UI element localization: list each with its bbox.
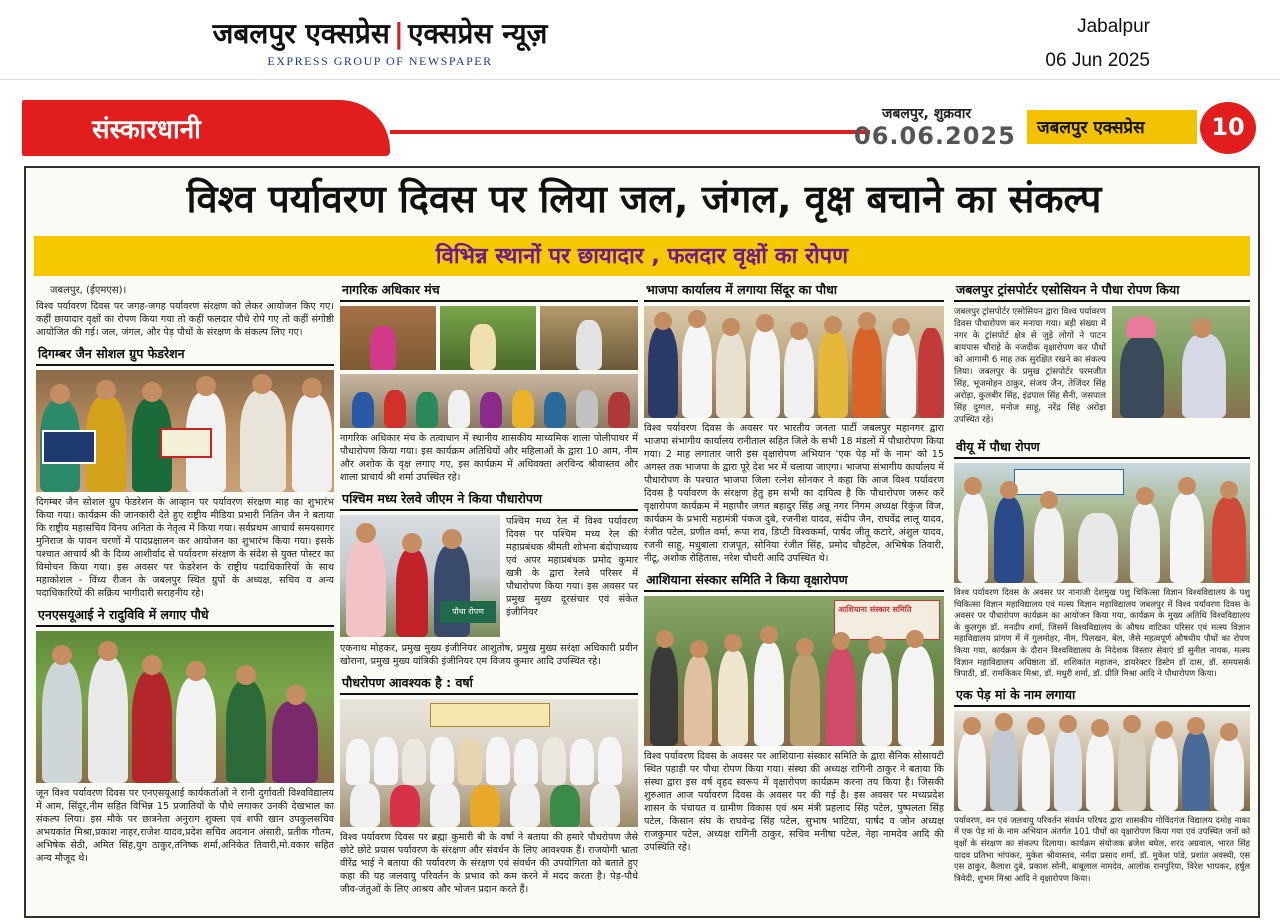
section-title-digambar: दिगम्बर जैन सोशल ग्रुप फेडरेशन bbox=[36, 344, 334, 366]
subheadline-bar bbox=[34, 236, 1250, 276]
section-title-nagrik: नागरिक अधिकार मंच bbox=[340, 280, 638, 302]
section-title-vu: वीयू में पौधा रोपण bbox=[954, 437, 1250, 459]
transporter-block bbox=[954, 306, 1250, 434]
column-2 bbox=[340, 280, 638, 916]
rail-side-text: पश्चिम मध्य रेल में विश्व पर्यावरण दिवस पर पश्चिम मध्य रेल की महाप्रबंधक श्रीमती शोभना बंदोपाध्याय एवं अपर महाप्रबंधक प्रमोद कुमार खत्री के द्वारा रेलवे परिसर में पौधारोपण किया गया। इस अवसर पर प्रमुख मुख्य दूरसंचार एवं संकेत इंजीनियर bbox=[506, 516, 638, 618]
section-title-transporter: जबलपुर ट्रांसपोर्टर एसोसियन ने पौधा रोपण किया bbox=[954, 280, 1250, 302]
brand-subtitle: EXPRESS GROUP OF NEWSPAPER bbox=[267, 54, 493, 68]
brand-separator: | bbox=[393, 17, 405, 50]
paper-name: जबलपुर एक्सप्रेस bbox=[1037, 118, 1145, 138]
photo-rail-gm bbox=[340, 515, 500, 637]
brand-title-right: एक्सप्रेस न्यूज़ bbox=[408, 17, 548, 50]
edition-city: Jabalpur bbox=[1077, 16, 1150, 37]
bjp-text: विश्व पर्यावरण दिवस के अवसर पर भारतीय जनता पार्टी जबलपुर महानगर द्वारा भाजपा संभागीय कार्यालय रानीताल सहित जिले के सभी 18 मंडलों में पौधारोपण किया गया। 2 माह लगातार जारी इस वृक्षारोपण अभियान 'एक पेड़ माँ के नाम' को 15 अगस्त तक भाजपा के द्वारा पूरे देश भर में चलाया जाएगा। भाजपा संभागीय कार्यालय में पौधारोपण के पश्चात भाजपा जिला रत्नेश सोनकर ने कहा कि आज विश्व पर्यावरण दिवस है पर्यावरण के संरक्षण हेतु हम सभी का दायित्व है कि पौधारोपण जरूर करें वृक्षारोपण कार्यक्रम में महापौर जगत बहादुर सिंह अन्नू नगर निगम अध्यक्ष रिकुंज विज, कार्यक्रम के प्रभारी महामंत्री पंकज दुबे, रजनीश यादव, संदीप जैन, राघवेंद्र लालू यादव, रंजीत पटेल, प्रणीत वर्मा, रूपा राव, डिप्टी विश्वकर्मा, पार्षद जीतू कटारे, अंशुल यादव, रजनी साहू, मधुबाला राजपूत, सोनिया रंजीत सिंह, प्रमोद चौहटेल, अभिषेक तिवारी, नीटू, अशोक रोहितास, नरेश चौधरी आदि उपस्थित थे। bbox=[644, 423, 944, 564]
ashiyana-text: विश्व पर्यावरण दिवस के अवसर पर आशियाना संस्कार समिति के द्वारा सैनिक सोसायटी स्थित पहाड़ी पर पौधा रोपण किया गया। संस्था की अध्यक्ष रागिनी ठाकुर ने बताया कि संस्था द्वारा इस वर्ष वृहद स्वरूप में वृक्षारोपण कार्यक्रम करना तय किया है। जिसकी शुरुआत आज पर्यावरण दिवस के अवसर पर की गई है। इस अवसर पर मध्यप्रदेश शासन के पंचायत व ग्रामीण विकास एवं श्रम मंत्री प्रहलाद सिंह पटेल, पुष्पलता सिंह पटेल, किसान संघ के राघवेन्द्र सिंह पटेल, सुभाष भाटिया, पार्षद व जोन अध्यक्ष राजकुमार पटेल, अध्यक्ष रागिनी ठाकुर, सचिव मनीषा पटेल, नेहा नामदेव आदि की उपस्थिति रहे। bbox=[644, 751, 944, 853]
photo-transporter bbox=[1112, 306, 1250, 418]
page-number: 10 bbox=[1211, 113, 1245, 141]
rail-block bbox=[340, 515, 638, 639]
section-title-varsha: पौधरोपण आवश्यक है : वर्षा bbox=[340, 673, 638, 695]
section-banner bbox=[22, 100, 390, 156]
nagrik-text: नागरिक अधिकार मंच के तत्वाधान में स्थानीय शासकीय माध्यमिक शाला पोलीपाथर में पौधारोपण किया गया। इस कार्यक्रम अतिथियों और महिलाओं के द्वारा 10 आम, नीम और अशोक के वृक्ष लगाए गए, इस कार्यक्रम में अधिवक्ता अरविन्द श्रीवास्तव और शाला प्राचार्य श्री शर्मा उपस्थित रहे। bbox=[340, 433, 638, 483]
masthead bbox=[0, 0, 1280, 80]
page-number-badge bbox=[1200, 102, 1256, 154]
strip-divider bbox=[390, 130, 870, 134]
news-clipping bbox=[24, 166, 1260, 918]
section-title-bjp: भाजपा कार्यालय में लगाया सिंदूर का पौधा bbox=[644, 280, 944, 302]
section-title-ek-ped: एक पेड़ मां के नाम लगाया bbox=[954, 685, 1250, 707]
photo-bjp-office bbox=[644, 306, 944, 418]
varsha-text: विश्व पर्यावरण दिवस पर ब्रह्मा कुमारी बी के वर्षा ने बताया की हमारे पौधरोपण जैसे छोटे छोटे प्रयास पर्यावरण के संरक्षण और संवर्धन के लिए आवश्यक हैं। राजयोगी भ्राता वीरेंद्र भाई ने बताया की पर्यावरण के संरक्षण एवं संवर्धन की उपयोगिता को बताते हुए कहा की यह जलवायु परिवर्तन के प्रभाव को कम करने में मदद करता है। पेड़-पौधे जीव-जंतुओं के लिए आश्रय और भोजन प्रदान करते हैं। bbox=[340, 832, 638, 895]
column-4 bbox=[954, 280, 1250, 916]
digambar-text: दिगम्बर जैन सोशल ग्रुप फेडरेशन के आव्हान पर पर्यावरण संरक्षण माह का शुभारंभ किया गया। कार्यक्रम की जानकारी देते हुए राष्ट्रीय मीडिया प्रभारी नितिन जैन ने बताया कि राष्ट्रीय महासचिव विनय अनिता के नेतृत्व में किया गया। सर्वप्रथम आचार्य समयसागर मुनिराज के पावन चरणों में पादप्रक्षालन कर आयोजन का शुभारंभ किया गया। इसके पश्चात आचार्य श्री के दिव्य आशीर्वाद से पर्यावरण संरक्षण के संदेश से युक्त पोस्टर का विमोचन किया गया। इस अवसर पर फेडरेशन के राष्ट्रीय पदाधिकारियों के साथ महाकोशल - विंध्य रीजन के जबलपुर स्थित ग्रुपों के अध्यक्ष, सचिव व अन्य पदाधिकारियों की सक्रिय भागीदारी सराहनीय रहे। bbox=[36, 497, 334, 599]
strip-location-day: जबलपुर, शुक्रवार bbox=[882, 106, 972, 122]
photo-nagrik-collage bbox=[340, 306, 638, 428]
brand-logo bbox=[165, 14, 595, 69]
column-1 bbox=[36, 280, 334, 916]
rail-text: एकनाथ मोहकर, प्रमुख मुख्य इंजीनियर आशुतोष, प्रमुख मुख्य सरंक्षा अधिकारी प्रवीन खोराना, प्रमुख मुख्य यांत्रिकी इंजीनियर एम विजय कुमार आदि उपस्थित रहे। bbox=[340, 643, 638, 667]
section-title-ashiyana: आशियाना संस्कार समिति ने किया वृक्षारोपण bbox=[644, 570, 944, 592]
brand-title-left: जबलपुर एक्सप्रेस bbox=[212, 17, 390, 50]
photo-ek-ped bbox=[954, 711, 1250, 811]
byline: जबलपुर, (ईएमएस)। bbox=[50, 285, 127, 296]
nsui-text: जून विश्व पर्यावरण दिवस पर एनएसयूआई कार्यकर्ताओं ने रानी दुर्गावती विश्वविद्यालय में आम, सिंदूर,नीम सहित विभिन्न 15 प्रजातियों के पौधे लगाकर उनकी देखभाल का संकल्प लिया। इस मौके पर छात्रनेता अनुराग शुक्ला एवं शफी खान उपकुलसचिव अभयकांत मिश्रा,प्रकाश नाहर,राजेश यादव,प्रदेश सचिव अदनान अंसारी, प्रतीक गौतम, अभिषेक सेठी, अमित सिंह,युग ठाकुर,तनिष्क शर्मा,अनिकेत तिवारी,मो.वकार सहित अन्य मौजूद थे। bbox=[36, 788, 334, 864]
transporter-text: जबलपुर ट्रांसपोर्टर एसोसियन द्वारा विश्व पर्यावरण दिवस पौधारोपण कर मनाया गया। बड़ी संख्या में नगर के ट्रांसपोर्ट क्षेत्र से जुड़े लोगों ने पाटन बायपास चौराहे के नजदीक वृक्षारोपण कर पौधों को आगामी 6 माह तक सुरक्षित रखने का संकल्प लिया। जबलपुर के प्रमुख ट्रांसपोर्टर परमजीत सिंह, भूजमोहन ठाकुर, संजय जैन, तेजिंदर सिंह अरोड़ा, कुलबीर सिंह, इंद्रपाल सिंह सैनी, जसपाल सिंह दुग्गल, मनोज साहू, नरेंद्र सिंह अरोड़ा उपस्थित रहे। bbox=[954, 307, 1107, 425]
strip-date: 06.06.2025 bbox=[854, 122, 1016, 150]
photo-ashiyana bbox=[644, 596, 944, 746]
ashiyana-banner: आशियाना संस्कार समिति bbox=[834, 600, 940, 640]
rail-banner: पौधा रोपण bbox=[440, 601, 496, 623]
intro-text: विश्व पर्यावरण दिवस पर जगह-जगह पर्यावरण संरक्षण को लेकर आयोजन किए गए। कहीं छायादार वृक्षों का रोपण किया गया तो कहीं फलदार पौधे रोपे गए तो कहीं संगोष्ठी आयोजित की गई। जल, जंगल, और पेड़ पौधों के संरक्षण के संकल्प लिए गए। bbox=[36, 301, 334, 338]
photo-brahmakumari bbox=[340, 699, 638, 827]
photo-digambar-group bbox=[36, 370, 334, 492]
page-strip bbox=[22, 100, 1262, 156]
edition-date: 06 Jun 2025 bbox=[1045, 50, 1150, 71]
photo-nsui-planting bbox=[36, 631, 334, 783]
section-title: संस्कारधानी bbox=[92, 115, 201, 145]
photo-vu-planting bbox=[954, 463, 1250, 583]
subheadline: विभिन्न स्थानों पर छायादार , फलदार वृक्षों का रोपण bbox=[435, 244, 849, 269]
vu-text: विश्व पर्यावरण दिवस के अवसर पर नानाजी देशमुख पशु चिकित्सा विज्ञान विश्वविद्यालय के पशु चिकित्सा विज्ञान महाविद्यालय एवं मत्स्य विज्ञान महाविद्यालय जबलपुर में विश्व पर्यावरण दिवस के अवसर पर पौधारोपण कार्यक्रम का आयोजन किया गया, कार्यक्रम के मुख्य अतिथि विश्वविद्यालय के कुलगुरु डॉ. मनदीप शर्मा, जिसमें विश्वविद्यालय के औषध वाटिका परिसर एवं मत्स्य विज्ञान महाविद्यालय प्रांगण में में गुलमोहर, नीम, पिलखन, बेल, जैसे महत्वपूर्ण औषधीय पौधों का रोपण किया गया, कार्यक्रम के दौरान विश्वविद्यालय के निदेशक विस्तार सेवाएं डॉ सुनील नायक, मत्स्य विज्ञान महाविद्यालय अधिष्ठाता डॉ. शशिकांत महाजन, डायरेक्टर डिस्टेम डॉ दास, डॉ. समयसर्क त्रिपाठी, डॉ. रामकिंकर मिश्रा, डॉ. मधुरी शर्मा, डॉ. प्रीति मिश्रा आदि ने पौधारोपण किया। bbox=[954, 587, 1250, 679]
paper-name-badge bbox=[1027, 110, 1197, 144]
column-3 bbox=[644, 280, 944, 916]
ek-ped-text: पर्यावरण, वन एवं जलवायु परिवर्तन संवर्धन परिषद द्वारा शासकीय गोविंदगंज विद्यालय दमोह नाका में एक पेड़ मां के नाम अभियान अंतर्गत 101 पौधों का वृक्षारोपण किया गया एवं उपस्थित जनों को वृक्षों के संरक्षण का संकल्प दिलाया। कार्यक्रम संयोजक ब्रजेश बघेल, शरद अग्रवाल, भारत सिंह यादव प्रतिभा भांपकर, मुकेश श्रीवास्तव, नर्मदा प्रसाद शर्मा, डॉ. मुकेश पांडे, प्रशांत अवस्थी, एस एस ठाकुर, कैलाश दुबे, प्रकाश सोनी, बाबूलाल नामदेव, आलोक रानपुरिया, विरेश भापकर, हर्षुल त्रिवेदी, शुभम मिश्रा आदि ने वृक्षारोपण किया। bbox=[954, 814, 1250, 883]
headline: विश्व पर्यावरण दिवस पर लिया जल, जंगल, वृक्ष बचाने का संकल्प bbox=[186, 177, 1102, 221]
section-title-rail: पश्चिम मध्य रेलवे जीएम ने किया पौधारोपण bbox=[340, 489, 638, 511]
section-title-nsui: एनएसयूआई ने रादुविवि में लगाए पौधे bbox=[36, 605, 334, 627]
brand-title bbox=[165, 14, 595, 52]
